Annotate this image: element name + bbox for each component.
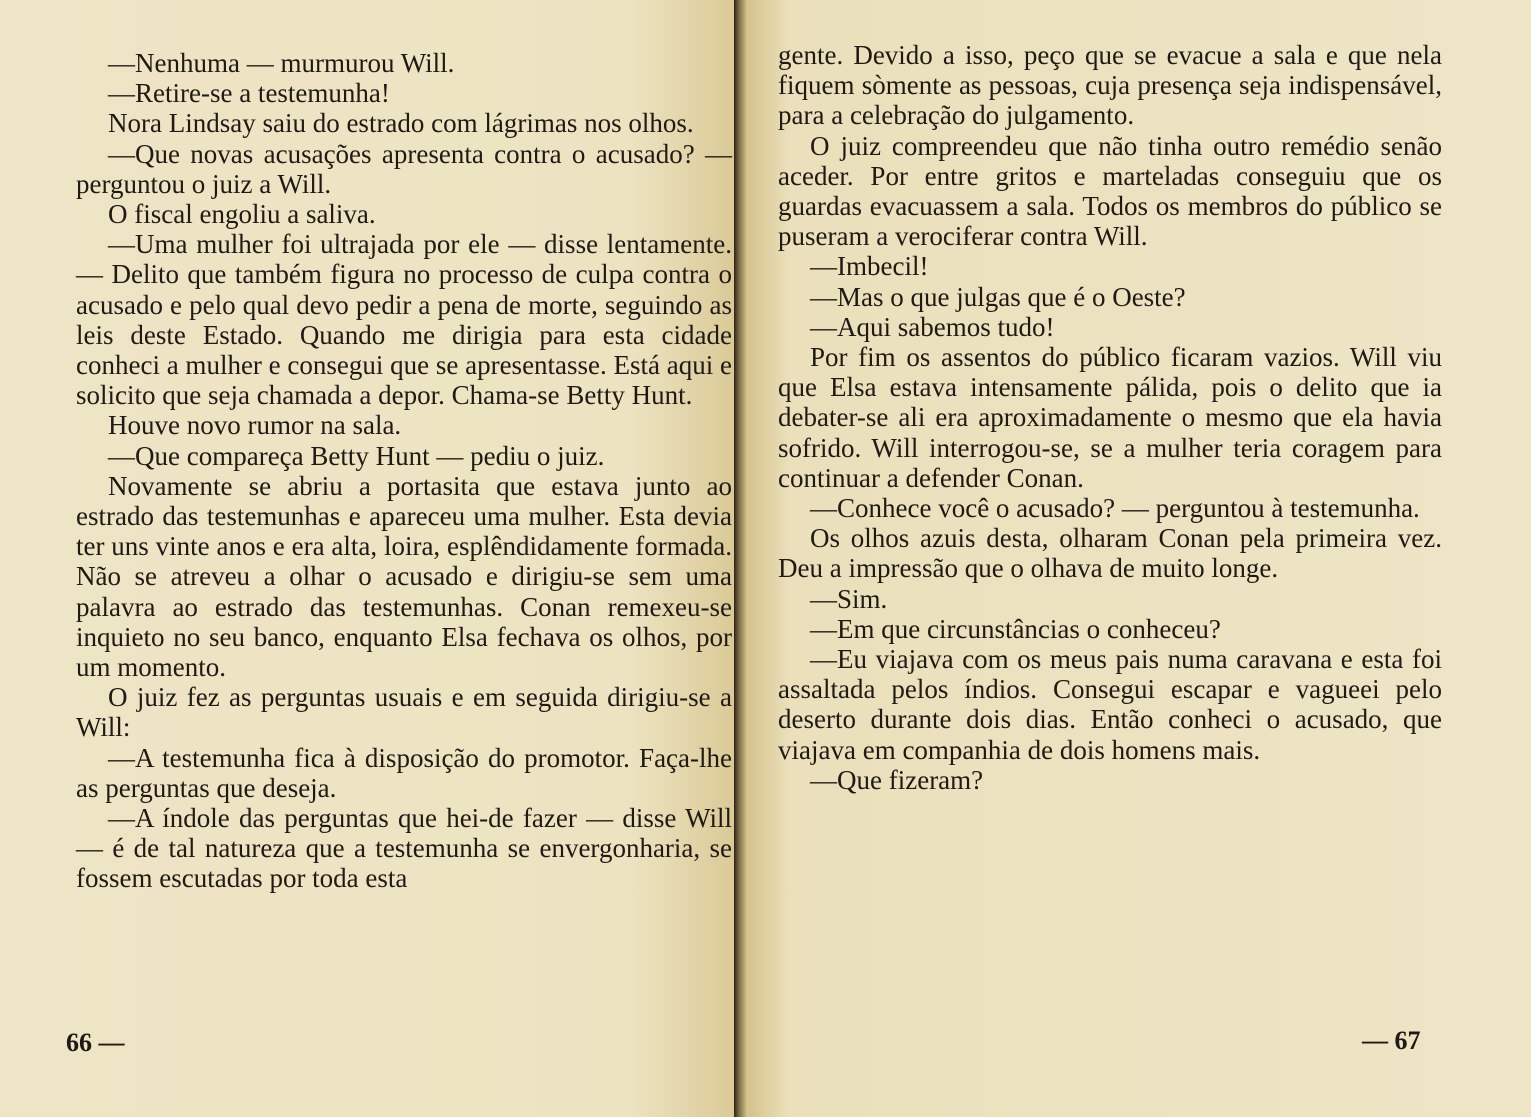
paragraph: —A índole das perguntas que hei-de fazer — disse Will — é de tal natureza que a testemunha se envergonharia, se fossem escutadas por toda esta: [76, 803, 732, 894]
paragraph: Novamente se abriu a portasita que estava junto ao estrado das testemunhas e apareceu uma mulher. Esta devia ter uns vinte anos e era alta, loira, esplêndidamente formada. Não se atreveu a olhar o acusado e dirigiu-se sem uma palavra ao estrado das testemunhas. Conan remexeu-se inquieto no seu banco, enquanto Elsa fechava os olhos, por um momento.: [76, 470, 732, 683]
paragraph: —Conhece você o acusado? — perguntou à testemunha.: [810, 493, 1420, 524]
paragraph: Por fim os assentos do público ficaram vazios. Will viu que Elsa estava intensamente pálida, pois o delito que ia debater-se ali era aproximadamente o mesmo que ela havia sofrido. Will interrogou-se, se a mulher teria coragem para continuar a defender Conan.: [778, 342, 1442, 493]
paragraph: O juiz compreendeu que não tinha outro remédio senão aceder. Por entre gritos e marteladas conseguiu que os guardas evacuassem a sala. Todos os membros do público se puseram a verociferar contra Will.: [778, 130, 1442, 252]
right-page: [742, 0, 1531, 1117]
paragraph: —Mas o que julgas que é o Oeste?: [810, 281, 1186, 312]
paragraph: —Que fizeram?: [810, 764, 984, 795]
right-page-text: [778, 40, 1442, 795]
paragraph: —Imbecil!: [810, 251, 929, 282]
paragraph: Nora Lindsay saiu do estrado com lágrimas nos olhos.: [108, 108, 694, 139]
page-number-left: 66 —: [66, 1028, 125, 1057]
paragraph: —Sim.: [810, 583, 888, 614]
paragraph: gente. Devido a isso, peço que se evacue a sala e que nela fiquem sòmente as pessoas, cuja presença seja indispensável, para a celebração do julgamento.: [778, 40, 1442, 131]
paragraph: —Aqui sabemos tudo!: [810, 311, 1055, 342]
paragraph: —A testemunha fica à disposição do promotor. Faça-lhe as perguntas que deseja.: [76, 742, 732, 803]
paragraph: —Retire-se a testemunha!: [108, 78, 390, 109]
paragraph: —Que compareça Betty Hunt — pediu o juiz.: [108, 440, 605, 471]
paragraph: Houve novo rumor na sala.: [108, 410, 402, 441]
book-gutter: [734, 0, 746, 1117]
paragraph: —Eu viajava com os meus pais numa caravana e esta foi assaltada pelos índios. Consegui escapar e vagueei pelo deserto durante dois dias. Então conheci o acusado, que viajava em companhia de dois homens mais.: [778, 644, 1442, 765]
paragraph: —Que novas acusações apresenta contra o acusado? — perguntou o juiz a Will.: [76, 138, 732, 199]
paragraph: —Em que circunstâncias o conheceu?: [810, 613, 1221, 644]
left-page: [0, 0, 742, 1117]
paragraph: —Nenhuma — murmurou Will.: [108, 48, 455, 78]
page-number-right: — 67: [1362, 1026, 1421, 1055]
paragraph: Os olhos azuis desta, olharam Conan pela primeira vez. Deu a impressão que o olhava de muito longe.: [778, 523, 1442, 584]
left-page-text: [76, 48, 732, 894]
paragraph: O fiscal engoliu a saliva.: [108, 199, 376, 230]
paragraph: O juiz fez as perguntas usuais e em seguida dirigiu-se a Will:: [76, 682, 732, 743]
paragraph: —Uma mulher foi ultrajada por ele — disse lentamente. — Delito que também figura no processo de culpa contra o acusado e pelo qual devo pedir a pena de morte, seguindo as leis deste Estado. Quando me dirigia para esta cidade conheci a mulher e consegui que se apresentasse. Está aqui e solicito que seja chamada a depor. Chama-se Betty Hunt.: [76, 229, 732, 411]
